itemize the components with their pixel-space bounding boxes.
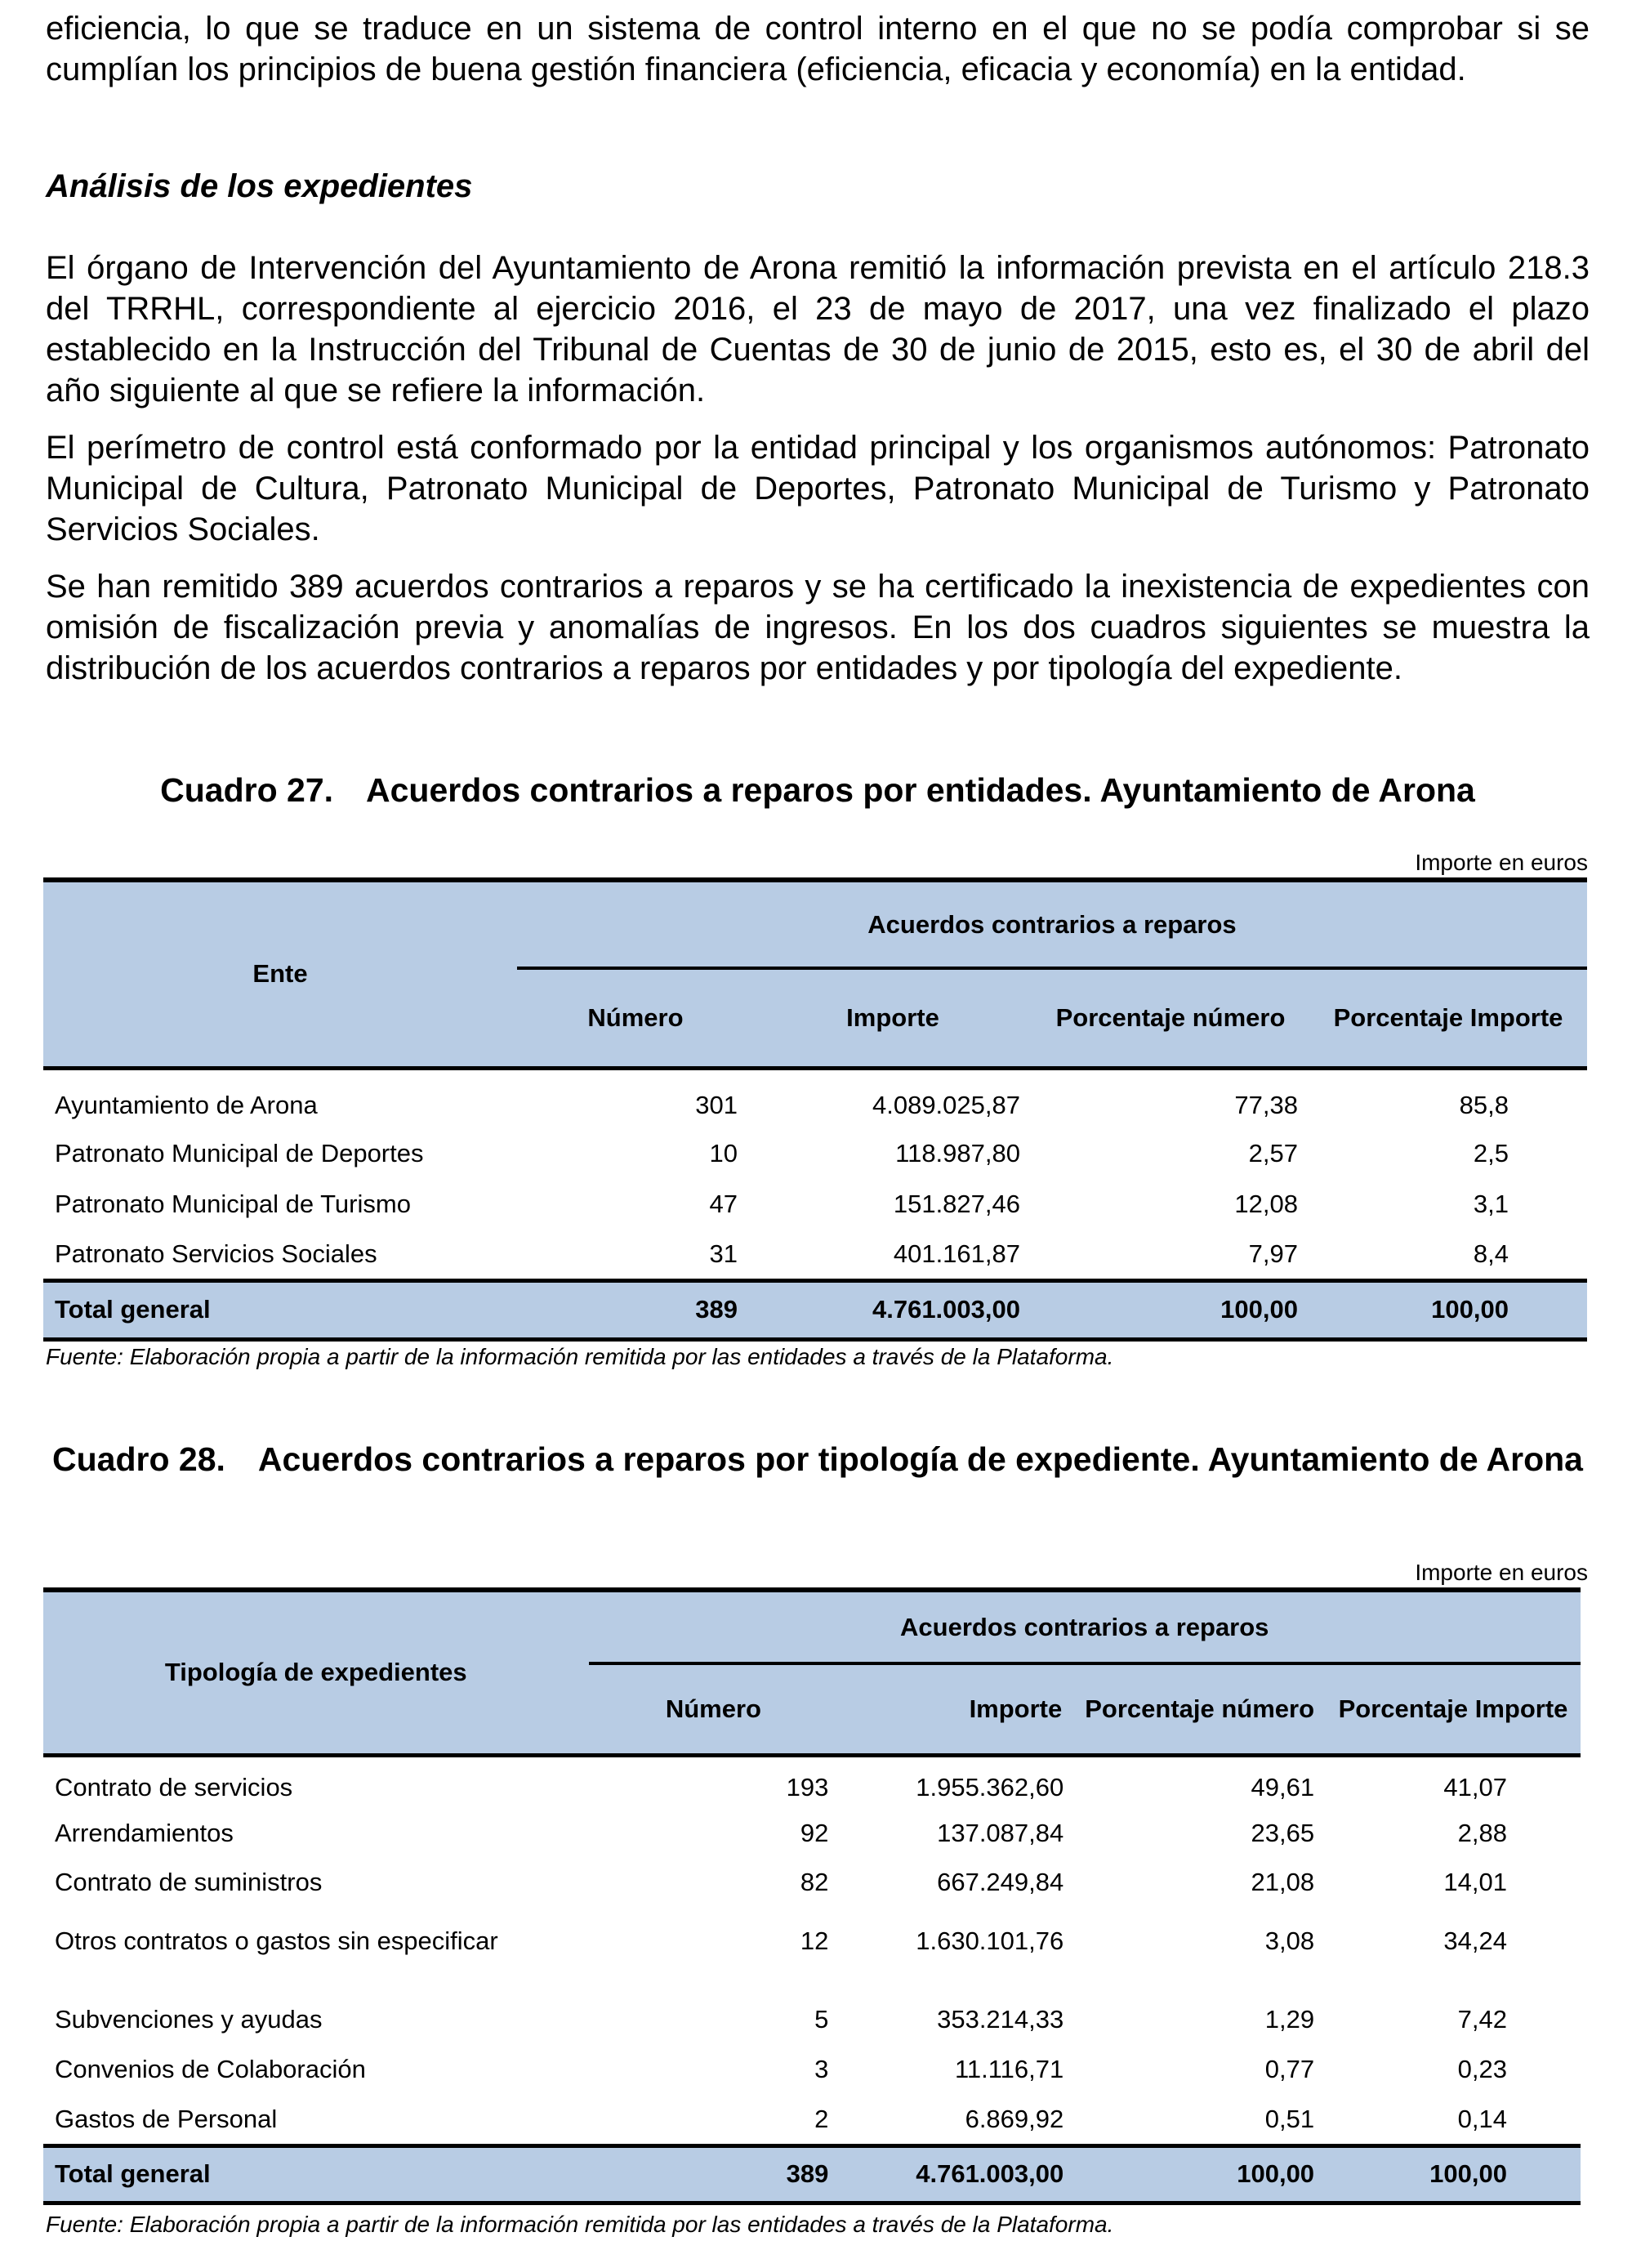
table-row: Convenios de Colaboración 3 11.116,71 0,77 0,23 [55, 2055, 1507, 2083]
table28-header-group: Acuerdos contrarios a reparos [589, 1590, 1581, 1663]
table27-source: Fuente: Elaboración propia a partir de la información remitida por las entidades a través de la Plataforma. [46, 1344, 1114, 1369]
table-row: Subvenciones y ayudas 5 353.214,33 1,29 7,42 [55, 2005, 1507, 2034]
table-row: Patronato Servicios Sociales 31 401.161,87 7,97 8,4 [55, 1239, 1509, 1268]
table-total-row: Total general 389 4.761.003,00 100,00 100,00 [43, 2145, 1581, 2203]
table28-header-numero: Número [589, 1663, 839, 1755]
table-row: Patronato Municipal de Turismo 47 151.827,46 12,08 3,1 [55, 1190, 1509, 1218]
table27-unit-note: Importe en euros [1415, 850, 1588, 875]
table-row: Patronato Municipal de Deportes 10 118.987,80 2,57 2,5 [55, 1139, 1509, 1167]
section-heading: Análisis de los expedientes [46, 168, 473, 204]
table28-source: Fuente: Elaboración propia a partir de la información remitida por las entidades a través de la Plataforma. [46, 2212, 1114, 2237]
table28-header-tipologia: Tipología de expedientes [43, 1590, 589, 1755]
table27-header-ente: Ente [43, 880, 517, 1068]
table27-header-pct-importe: Porcentaje Importe [1309, 968, 1587, 1068]
table-row: Ayuntamiento de Arona 301 4.089.025,87 77,38 85,8 [55, 1091, 1509, 1119]
table-row: Contrato de suministros 82 667.249,84 21,08 14,01 [55, 1868, 1507, 1896]
table27-header-group: Acuerdos contrarios a reparos [517, 880, 1587, 968]
table27-title: Acuerdos contrarios a reparos por entidades. Ayuntamiento de Arona [366, 771, 1475, 809]
paragraph-intervencion: El órgano de Intervención del Ayuntamiento de Arona remitió la información prevista en el artículo 218.3 del TRRHL, correspondiente al ejercicio 2016, el 23 de mayo de 2017, una vez finalizado el plazo establecido en la Instrucción del Tribunal de Cuentas de 30 de junio de 2015, esto es, el 30 de abril del año siguiente al que se refiere la información. [46, 250, 1590, 409]
table-row: Gastos de Personal 2 6.869,92 0,51 0,14 [55, 2104, 1507, 2133]
table27-header-numero: Número [517, 968, 754, 1068]
table28-header-importe: Importe [838, 1663, 1073, 1755]
table28-number: Cuadro 28. [52, 1440, 225, 1478]
paragraph-efficiency: eficiencia, lo que se traduce en un sistema de control interno en el que no se podía comprobar si se cumplían los principios de buena gestión financiera (eficiencia, eficacia y economía) en la entidad. [46, 11, 1590, 87]
table28-caption [46, 1438, 1590, 1480]
table27-caption [46, 769, 1590, 811]
table27-header-pct-numero: Porcentaje número [1032, 968, 1309, 1068]
body-text [46, 248, 1590, 689]
table-row: Contrato de servicios 193 1.955.362,60 49,61 41,07 [55, 1773, 1507, 1801]
table28-header-pct-numero: Porcentaje número [1073, 1663, 1326, 1755]
table27 [43, 877, 1587, 1342]
table27-header-importe: Importe [754, 968, 1032, 1068]
table28-title: Acuerdos contrarios a reparos por tipología de expediente. Ayuntamiento de Arona [257, 1440, 1583, 1478]
paragraph-perimetro: El perímetro de control está conformado por la entidad principal y los organismos autónomos: Patronato Municipal de Cultura, Patronato Municipal de Deportes, Patronato Municipal de Turismo y Patronato Servicios Sociales. [46, 430, 1590, 547]
table28-header-pct-importe: Porcentaje Importe [1326, 1663, 1581, 1755]
paragraph-acuerdos: Se han remitido 389 acuerdos contrarios a reparos y se ha certificado la inexistencia de expedientes con omisión de fiscalización previa y anomalías de ingresos. En los dos cuadros siguientes se muestra la distribución de los acuerdos contrarios a reparos por entidades y por tipología del expediente. [46, 569, 1590, 686]
intro-text [46, 8, 1590, 90]
table27-number: Cuadro 27. [160, 771, 334, 809]
table28 [43, 1587, 1581, 2205]
table-total-row: Total general 389 4.761.003,00 100,00 100,00 [43, 1280, 1587, 1339]
table-row: Otros contratos o gastos sin especificar 12 1.630.101,76 3,08 34,24 [55, 1926, 1507, 1955]
table-row: Arrendamientos 92 137.087,84 23,65 2,88 [55, 1819, 1507, 1847]
table28-unit-note: Importe en euros [1415, 1560, 1588, 1585]
